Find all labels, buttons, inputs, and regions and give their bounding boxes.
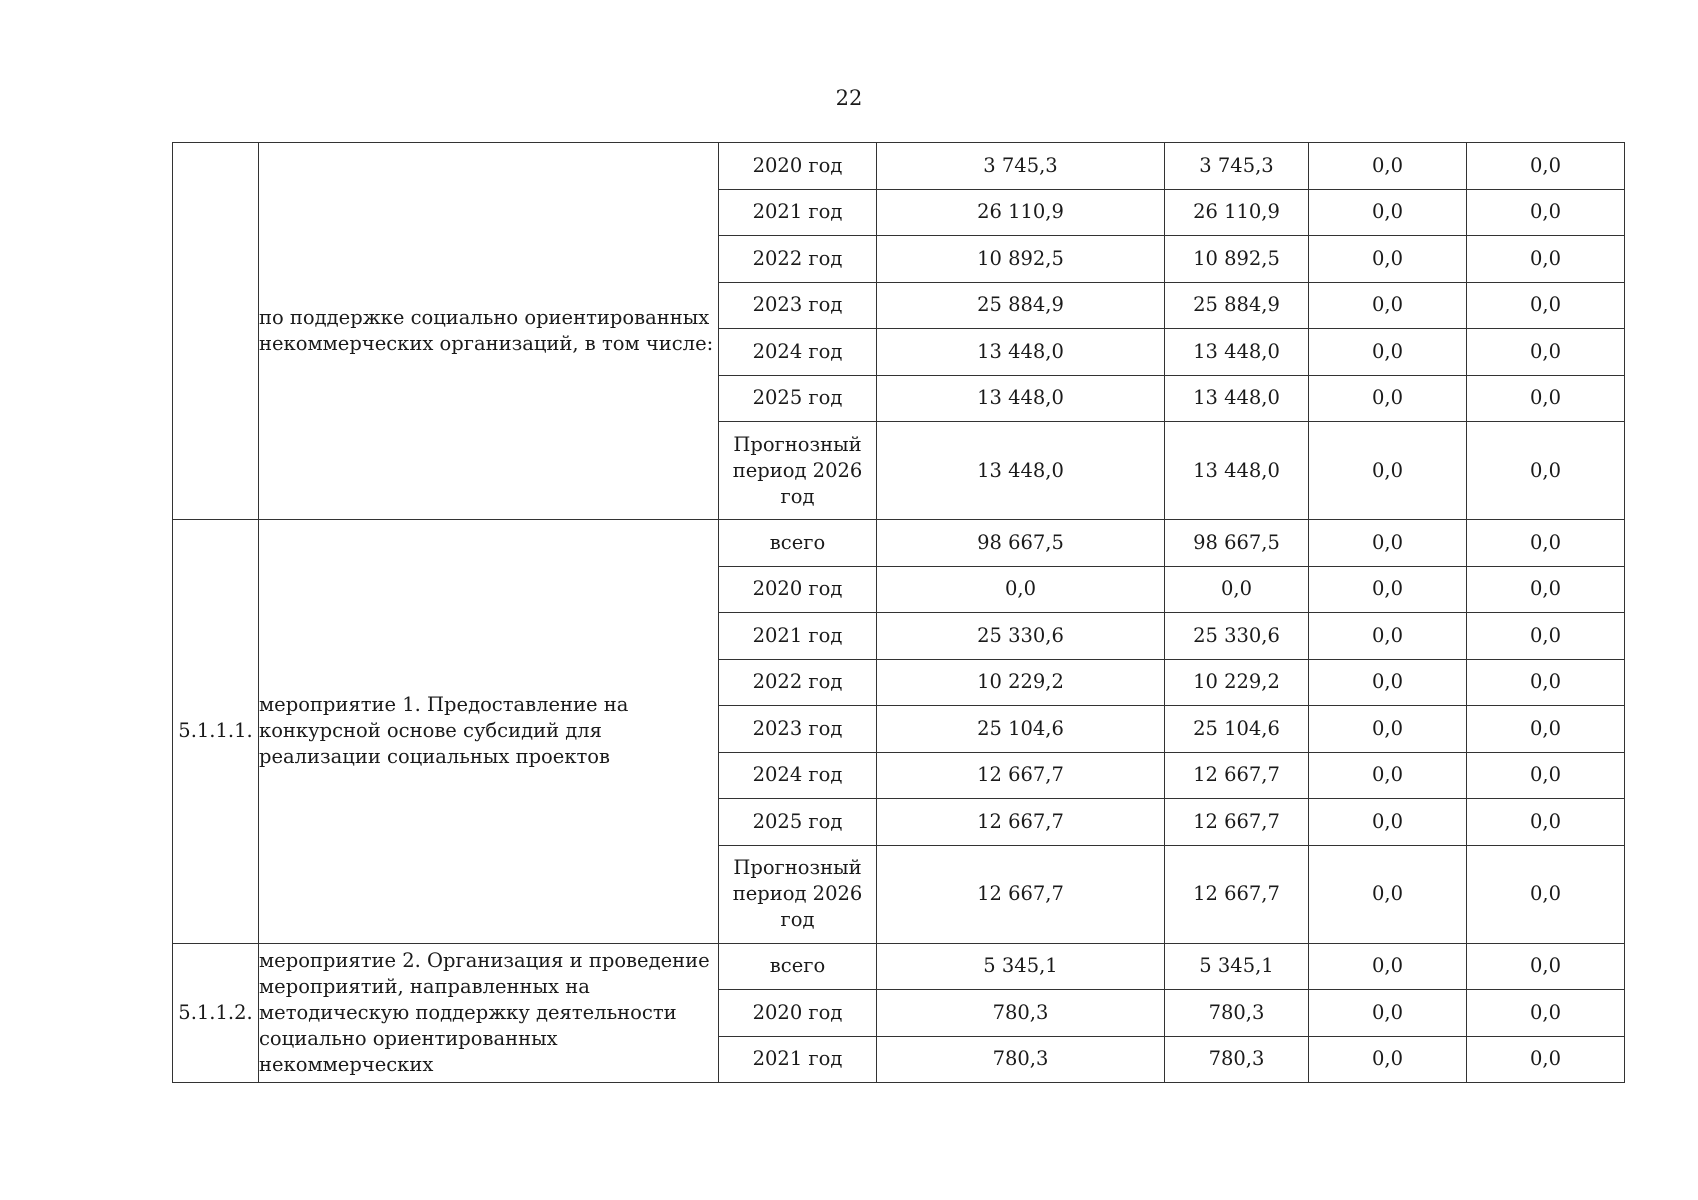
period-cell: 2020 год [719,990,877,1037]
other-cell: 0,0 [1309,659,1467,706]
other-cell: 0,0 [1467,566,1625,613]
total-cell: 13 448,0 [877,375,1165,422]
budget-cell: 26 110,9 [1165,189,1309,236]
total-cell: 0,0 [877,566,1165,613]
table-row [173,520,1625,567]
other-cell: 0,0 [1309,329,1467,376]
other-cell: 0,0 [1309,566,1467,613]
budget-table [172,142,1625,1083]
period-cell: 2025 год [719,799,877,846]
item-number-cell [173,143,259,520]
period-cell: 2022 год [719,236,877,283]
other-cell: 0,0 [1467,375,1625,422]
other-cell: 0,0 [1309,422,1467,520]
other-cell: 0,0 [1309,282,1467,329]
budget-cell: 10 892,5 [1165,236,1309,283]
total-cell: 25 104,6 [877,706,1165,753]
budget-cell: 25 104,6 [1165,706,1309,753]
budget-cell: 25 330,6 [1165,613,1309,660]
budget-cell: 3 745,3 [1165,143,1309,190]
period-cell: всего [719,943,877,990]
total-cell: 10 229,2 [877,659,1165,706]
other-cell: 0,0 [1467,329,1625,376]
period-cell: 2021 год [719,1036,877,1083]
period-cell: 2024 год [719,329,877,376]
other-cell: 0,0 [1309,375,1467,422]
budget-cell: 0,0 [1165,566,1309,613]
item-number-cell: 5.1.1.1. [173,520,259,944]
other-cell: 0,0 [1467,706,1625,753]
total-cell: 780,3 [877,990,1165,1037]
table-row [173,943,1625,990]
period-cell: 2021 год [719,613,877,660]
total-cell: 12 667,7 [877,845,1165,943]
other-cell: 0,0 [1309,706,1467,753]
budget-cell: 25 884,9 [1165,282,1309,329]
budget-cell: 12 667,7 [1165,799,1309,846]
budget-cell: 10 229,2 [1165,659,1309,706]
other-cell: 0,0 [1467,659,1625,706]
other-cell: 0,0 [1467,990,1625,1037]
other-cell: 0,0 [1467,752,1625,799]
budget-cell: 13 448,0 [1165,422,1309,520]
other-cell: 0,0 [1309,752,1467,799]
total-cell: 5 345,1 [877,943,1165,990]
budget-cell: 780,3 [1165,990,1309,1037]
period-cell: Прогнозный период 2026 год [719,422,877,520]
other-cell: 0,0 [1467,845,1625,943]
period-cell: 2020 год [719,143,877,190]
other-cell: 0,0 [1467,189,1625,236]
total-cell: 12 667,7 [877,799,1165,846]
other-cell: 0,0 [1467,1036,1625,1083]
total-cell: 25 884,9 [877,282,1165,329]
period-cell: Прогнозный период 2026 год [719,845,877,943]
total-cell: 13 448,0 [877,329,1165,376]
budget-cell: 780,3 [1165,1036,1309,1083]
table-row [173,143,1625,190]
other-cell: 0,0 [1467,943,1625,990]
total-cell: 780,3 [877,1036,1165,1083]
page-number: 22 [835,86,863,110]
other-cell: 0,0 [1309,845,1467,943]
period-cell: 2023 год [719,282,877,329]
budget-cell: 98 667,5 [1165,520,1309,567]
other-cell: 0,0 [1309,236,1467,283]
period-cell: 2021 год [719,189,877,236]
other-cell: 0,0 [1467,282,1625,329]
period-cell: 2023 год [719,706,877,753]
total-cell: 26 110,9 [877,189,1165,236]
budget-cell: 13 448,0 [1165,329,1309,376]
period-cell: всего [719,520,877,567]
other-cell: 0,0 [1467,236,1625,283]
other-cell: 0,0 [1309,990,1467,1037]
period-cell: 2020 год [719,566,877,613]
budget-cell: 5 345,1 [1165,943,1309,990]
other-cell: 0,0 [1467,799,1625,846]
period-cell: 2025 год [719,375,877,422]
other-cell: 0,0 [1309,143,1467,190]
other-cell: 0,0 [1467,520,1625,567]
total-cell: 3 745,3 [877,143,1165,190]
budget-cell: 12 667,7 [1165,752,1309,799]
other-cell: 0,0 [1309,799,1467,846]
total-cell: 13 448,0 [877,422,1165,520]
other-cell: 0,0 [1309,1036,1467,1083]
total-cell: 10 892,5 [877,236,1165,283]
total-cell: 12 667,7 [877,752,1165,799]
other-cell: 0,0 [1467,143,1625,190]
item-description-cell: мероприятие 2. Организация и проведение мероприятий, направленных на методическую поддержку деятельности социально ориентированных некоммерческих [259,943,719,1083]
budget-cell: 13 448,0 [1165,375,1309,422]
total-cell: 25 330,6 [877,613,1165,660]
other-cell: 0,0 [1467,613,1625,660]
total-cell: 98 667,5 [877,520,1165,567]
budget-cell: 12 667,7 [1165,845,1309,943]
item-number-cell: 5.1.1.2. [173,943,259,1083]
other-cell: 0,0 [1309,943,1467,990]
period-cell: 2024 год [719,752,877,799]
other-cell: 0,0 [1309,189,1467,236]
item-description-cell: мероприятие 1. Предоставление на конкурсной основе субсидий для реализации социальных проектов [259,520,719,944]
other-cell: 0,0 [1309,613,1467,660]
period-cell: 2022 год [719,659,877,706]
other-cell: 0,0 [1309,520,1467,567]
other-cell: 0,0 [1467,422,1625,520]
item-description-cell: по поддержке социально ориентированных некоммерческих организаций, в том числе: [259,143,719,520]
